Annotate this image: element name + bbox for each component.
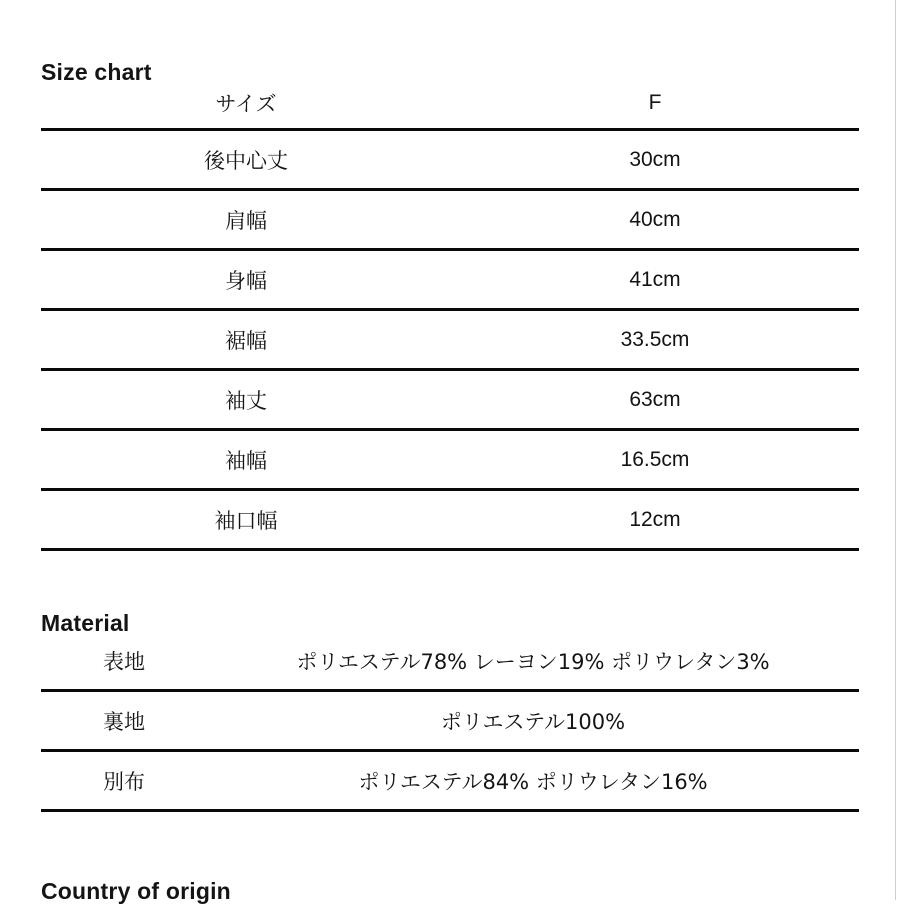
material-row-value: ポリエステル100%	[440, 709, 626, 734]
size-row-value: 41cm	[629, 267, 681, 291]
table-row	[41, 490, 859, 550]
table-row	[41, 691, 859, 751]
size-row-value: 40cm	[629, 207, 681, 231]
material-row-value: ポリエステル84% ポリウレタン16%	[358, 769, 708, 794]
size-row-label: 裾幅	[225, 328, 267, 353]
size-row-value: 16.5cm	[620, 447, 690, 471]
material-row-value: ポリエステル78% レーヨン19% ポリウレタン3%	[296, 649, 770, 674]
material-row-label: 別布	[103, 769, 145, 794]
size-row-value: 33.5cm	[620, 327, 690, 351]
size-row-value: 12cm	[629, 507, 681, 531]
table-row	[41, 310, 859, 370]
size-row-label: 後中心丈	[204, 148, 288, 173]
material-row-label: 表地	[103, 649, 145, 674]
table-row	[41, 250, 859, 310]
material-row-label: 裏地	[103, 709, 145, 734]
table-row	[41, 430, 859, 490]
page-edge-border	[895, 0, 896, 900]
size-row-label: 肩幅	[225, 208, 267, 233]
size-row-label: 袖幅	[225, 448, 267, 473]
table-row	[41, 370, 859, 430]
size-row-label: 袖口幅	[214, 508, 278, 533]
table-row	[41, 632, 859, 691]
size-chart-table	[41, 78, 859, 551]
table-row	[41, 130, 859, 190]
size-row-value: 30cm	[629, 147, 681, 171]
size-chart-header-row	[41, 78, 859, 130]
size-chart-header-size: サイズ	[215, 92, 277, 116]
table-row	[41, 751, 859, 811]
material-heading: Material	[41, 610, 130, 637]
size-row-label: 身幅	[225, 268, 267, 293]
size-row-label: 袖丈	[225, 388, 267, 413]
table-row	[41, 190, 859, 250]
material-table	[41, 632, 859, 812]
size-chart-heading: Size chart	[41, 59, 152, 86]
size-row-value: 63cm	[629, 387, 681, 411]
size-chart-header-f: F	[648, 91, 662, 114]
country-of-origin-heading: Country of origin	[41, 878, 231, 904]
